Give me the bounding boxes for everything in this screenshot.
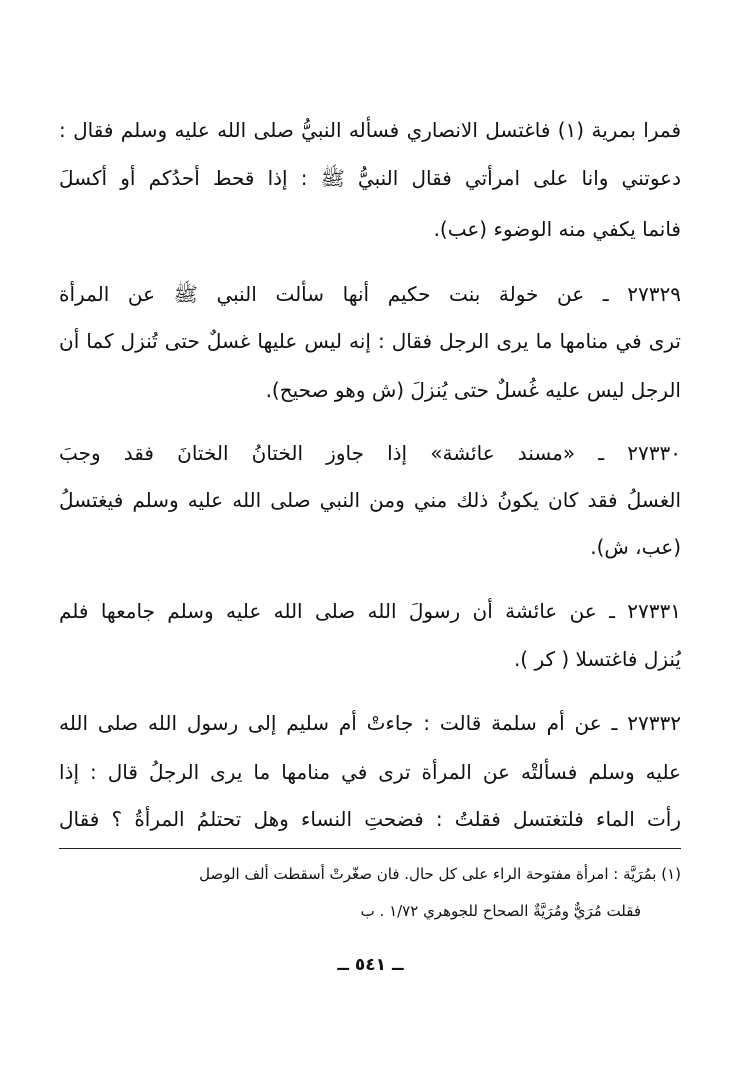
text-line: عليه وسلم فسألتْه عن المرأة ترى في منامها ما يرى الرجلُ قال : إذا: [59, 760, 681, 784]
text-line: فمرا بمرية (١) فاغتسل الانصاري فسأله النبيُّ صلى الله عليه وسلم فقال :: [59, 118, 681, 142]
text-line: ترى في منامها ما يرى الرجل فقال : إنه ليس عليها غسلٌ حتى تُنزل كما أن: [59, 329, 681, 353]
footnote-divider: [59, 848, 681, 849]
hadith-27329-line: ٢٧٣٢٩ ـ عن خولة بنت حكيم أنها سألت النبي ﷺ عن المرأة: [59, 282, 681, 306]
hadith-27330-line: ٢٧٣٣٠ ـ «مسند عائشة» إذا جاوز الختانُ الختانَ فقد وجبَ: [59, 441, 681, 465]
text-line: الغسلُ فقد كان يكونُ ذلك مني ومن النبي صلى الله عليه وسلم فيغتسلُ: [59, 488, 681, 512]
footnote-marker: (١): [661, 865, 681, 883]
text-line: دعوتني وانا على امرأتي فقال النبيُّ ﷺ : إذا قحط أحدُكم أو أكسلَ: [59, 166, 681, 190]
text-line: الرجل ليس عليه غُسلٌ حتى يُنزلَ (ش وهو صحيح).: [265, 378, 681, 402]
hadith-27332-line: ٢٧٣٣٢ ـ عن أم سلمة قالت : جاءتْ أم سليم إلى رسول الله صلى الله: [59, 711, 681, 735]
text-line: يُنزل فاغتسلا ( كر ).: [513, 647, 681, 671]
text-line: رأت الماء فلتغتسل فقلتُ : فضحتِ النساء وهل تحتلمُ المرأةُ ؟ فقال: [59, 807, 681, 831]
page-number: ــ ٥٤١ ــ: [337, 955, 404, 975]
footnote-line: [59, 858, 681, 890]
text-line: فانما يكفي منه الوضوء (عب).: [433, 217, 681, 241]
text-line: (عب، ش).: [590, 535, 681, 559]
hadith-27331-line: ٢٧٣٣١ ـ عن عائشة أن رسولَ الله صلى الله عليه وسلم جامعها فلم: [59, 599, 681, 623]
footnote-text: بمُرَيَّة : امرأة مفتوحة الراء على كل حال. فان صغّرتْ أسقطت ألف الوصل: [199, 865, 657, 883]
footnote-line: فقلت مُرَيٌّ ومُرَيَّةٌ الصحاح للجوهري ١/٧٢ . ب: [360, 902, 641, 920]
